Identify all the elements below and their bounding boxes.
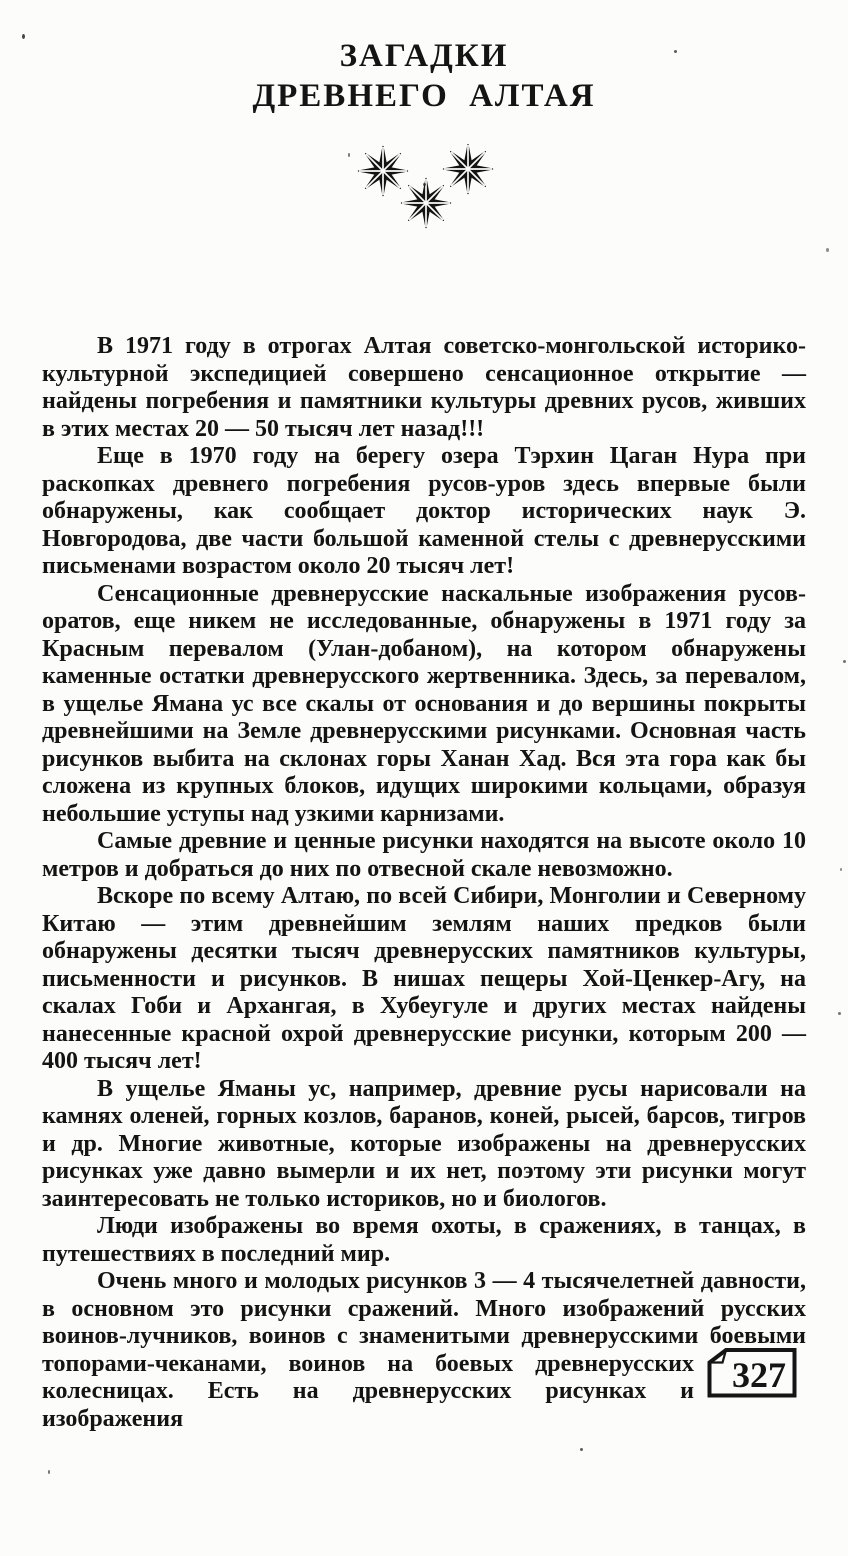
scan-speck bbox=[580, 1448, 583, 1451]
body-text bbox=[42, 333, 806, 1433]
eight-pointed-star-icon bbox=[401, 178, 451, 228]
body-paragraph: Самые древние и ценные рисунки находятся на высоте около 10 метров и добраться до них по отвесной скале невозможно. bbox=[42, 828, 806, 882]
page-number: 327 bbox=[732, 1354, 786, 1395]
last-paragraph-beside-box: топорами-чеканами, воинов на боевых древнерусских колесницах. Есть на древнерусских рисунках и изображения bbox=[42, 1350, 694, 1432]
scan-speck bbox=[840, 868, 842, 871]
chapter-title-line1: ЗАГАДКИ bbox=[339, 38, 509, 74]
last-paragraph-row bbox=[42, 1351, 806, 1434]
body-paragraph: Люди изображены во время охоты, в сражениях, в танцах, в путешествиях в последний мир. bbox=[42, 1213, 806, 1267]
body-paragraph: Вскоре по всему Алтаю, по всей Сибири, Монголии и Северному Китаю — этим древнейшим землям наших предков были обнаружены десятки тысяч древнерусских памятников культуры, письменности и рисунков. В нишах пещеры Хой-Ценкер-Агу, на скалах Гоби и Архангая, в Хубеугуле и других местах найдены нанесенные красной охрой древнерусские рисунки, которым 200 — 400 тысяч лет! bbox=[42, 883, 806, 1074]
eight-pointed-star-icon bbox=[443, 144, 493, 194]
body-paragraph: В 1971 году в отрогах Алтая советско-монгольской историко-культурной экспедицией совершено сенсационное открытие — найдены погребения и памятники культуры древних русов, живших в этих местах 20 — 50 тысяч лет назад!!! bbox=[42, 333, 806, 442]
scan-speck bbox=[423, 183, 426, 186]
body-paragraph bbox=[42, 1268, 806, 1433]
scan-speck bbox=[48, 1470, 50, 1474]
scan-speck bbox=[838, 1012, 841, 1015]
scan-speck bbox=[843, 660, 846, 663]
body-paragraph: Сенсационные древнерусские наскальные изображения русов-оратов, еще никем не исследованные, обнаружены в 1971 году за Красным перевалом (Улан-добаном), на котором обнаружены каменные остатки древнерусского жертвенника. Здесь, за перевалом, в ущелье Ямана ус все скалы от основания и до вершины покрыты древнейшими на Земле древнерусскими рисунками. Основная часть рисунков выбита на склонах горы Ханан Хад. Вся эта гора как бы сложена из крупных блоков, идущих широкими кольцами, образуя небольшие уступы над узкими карнизами. bbox=[42, 580, 806, 827]
scan-speck bbox=[22, 34, 25, 39]
scan-speck bbox=[826, 248, 829, 252]
last-paragraph-top: Очень много и молодых рисунков 3 — 4 тысячелетней давности, в основном это рисунки сражений. Много изображений русских воинов-лучников, воинов с знаменитыми древнерусскими боевыми bbox=[42, 1268, 806, 1349]
eight-pointed-star-icon bbox=[358, 146, 408, 196]
scan-speck bbox=[674, 50, 677, 53]
scan-speck bbox=[348, 153, 350, 157]
chapter-title bbox=[42, 36, 806, 116]
body-paragraph: Еще в 1970 году на берегу озера Тэрхин Цаган Нура при раскопках древнего погребения русов-уров здесь впервые были обнаружены, как сообщает доктор исторических наук Э. Новгородова, две части большой каменной стелы с древнерусскими письменами возрастом около 20 тысяч лет! bbox=[42, 443, 806, 579]
chapter-title-line2: ДРЕВНЕГО АЛТАЯ bbox=[252, 78, 596, 114]
chapter-ornament bbox=[356, 144, 496, 232]
body-paragraph: В ущелье Яманы ус, например, древние русы нарисовали на камнях оленей, горных козлов, баранов, коней, рысей, барсов, тигров и др. Многие животные, которые изображены на древнерусских рисунках уже давно вымерли и их нет, поэтому эти рисунки могут заинтересовать не только историков, но и биологов. bbox=[42, 1075, 806, 1212]
page-number-box bbox=[706, 1347, 798, 1399]
